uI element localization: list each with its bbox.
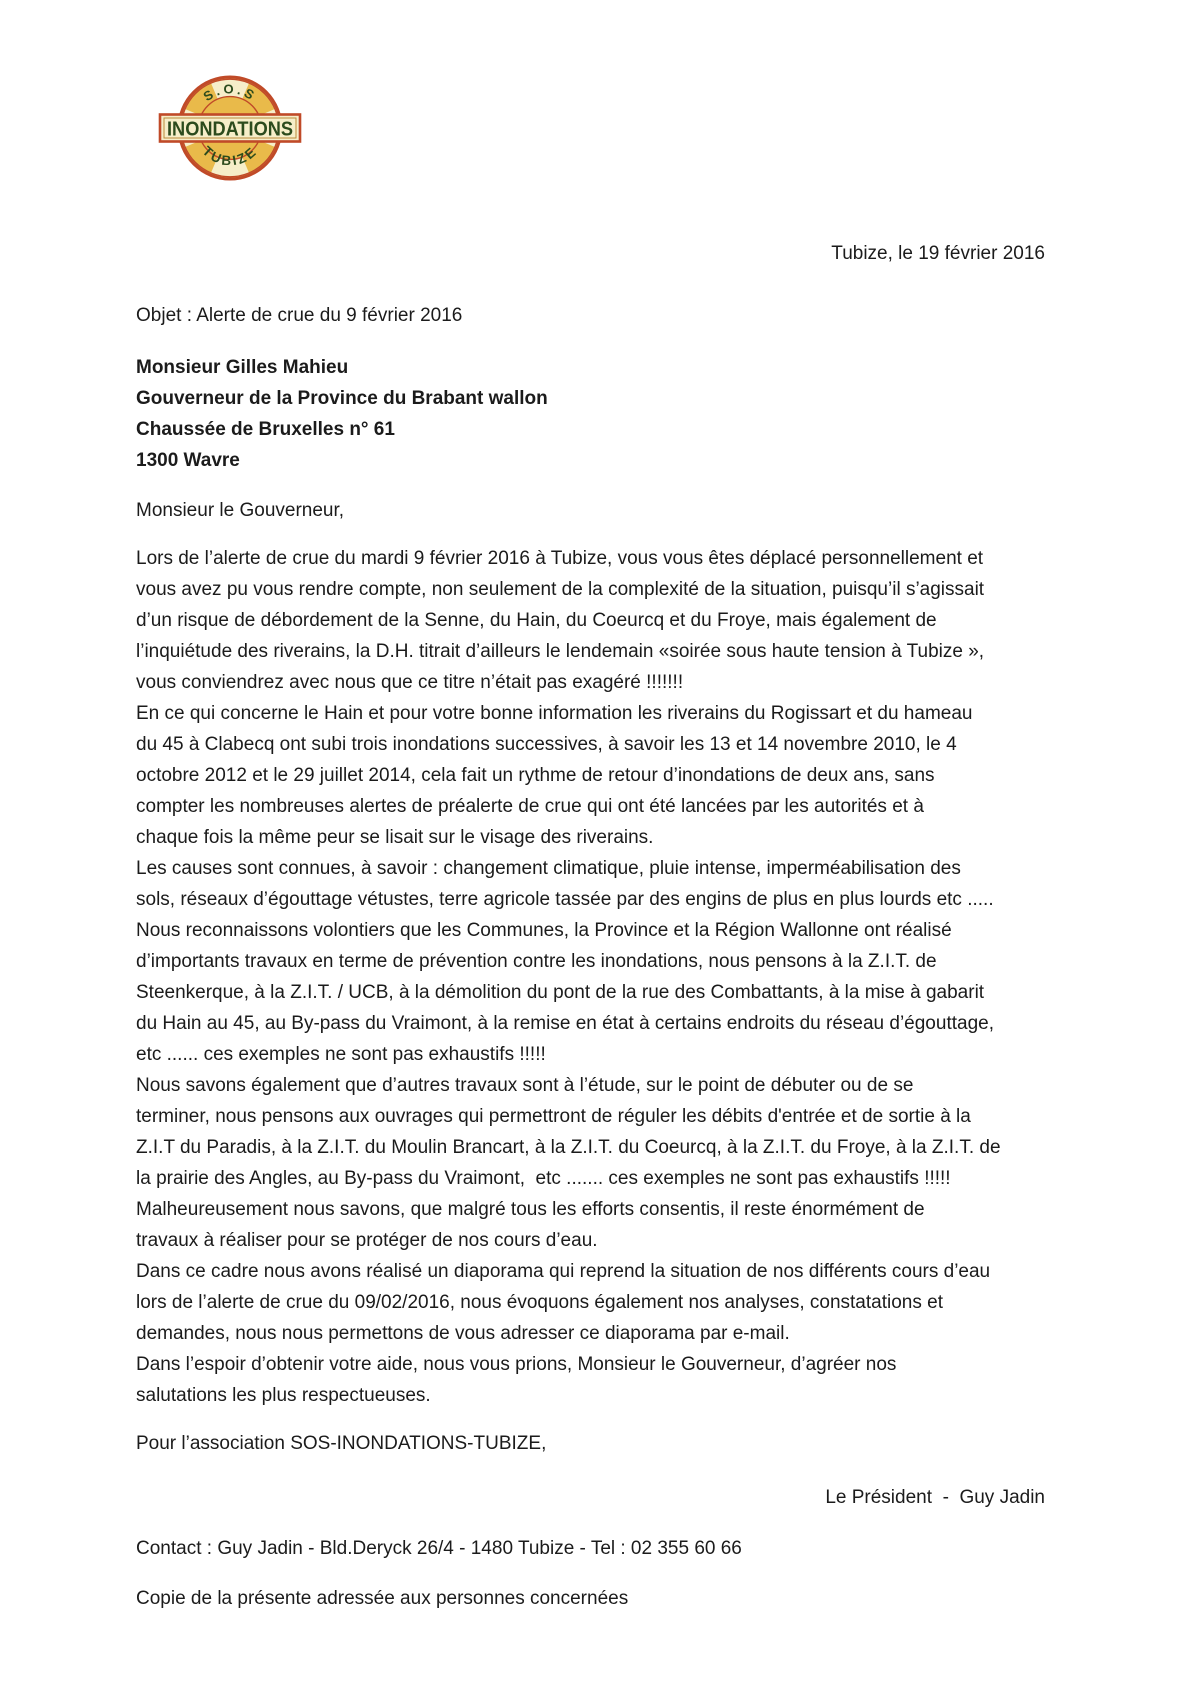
subject-line: Objet : Alerte de crue du 9 février 2016	[136, 305, 463, 326]
body-line: Dans l’espoir d’obtenir votre aide, nous vous prions, Monsieur le Gouverneur, d’agréer nos	[136, 1354, 897, 1375]
association-line: Pour l’association SOS-INONDATIONS-TUBIZE,	[136, 1433, 547, 1454]
recipient-line: Chaussée de Bruxelles n° 61	[136, 419, 395, 440]
body-line: Malheureusement nous savons, que malgré tous les efforts consentis, il reste énormément de	[136, 1199, 925, 1220]
date-line: Tubize, le 19 février 2016	[831, 243, 1045, 264]
body-line: demandes, nous nous permettons de vous adresser ce diaporama par e-mail.	[136, 1323, 790, 1344]
logo-sos-textpath: S.O.S	[200, 81, 260, 105]
body-line: sols, réseaux d’égouttage vétustes, terre agricole tassée par des engins de plus en plus lourds etc .....	[136, 889, 994, 910]
body-line: la prairie des Angles, au By-pass du Vraimont, etc ....... ces exemples ne sont pas exhaustifs !!!!!	[136, 1168, 951, 1189]
body-line: salutations les plus respectueuses.	[136, 1385, 431, 1406]
body-line: vous conviendrez avec nous que ce titre n’était pas exagéré !!!!!!!	[136, 672, 684, 693]
body-line: lors de l’alerte de crue du 09/02/2016, nous évoquons également nos analyses, constatations et	[136, 1292, 943, 1313]
body-line: compter les nombreuses alertes de préalerte de crue qui ont été lancées par les autorités et à	[136, 796, 924, 817]
spacer	[136, 1411, 1045, 1428]
recipient-line: Monsieur Gilles Mahieu	[136, 357, 349, 378]
signature-line: Le Président - Guy Jadin	[825, 1487, 1045, 1508]
spacer	[136, 526, 1045, 543]
recipient-block	[136, 352, 1045, 476]
letter-content	[136, 238, 1045, 1614]
footer-line: Copie de la présente adressée aux personnes concernées	[136, 1588, 629, 1609]
body-line: Nous savons également que d’autres travaux sont à l’étude, sur le point de débuter ou de se	[136, 1075, 914, 1096]
association-logo	[158, 74, 302, 184]
body-line: Nous reconnaissons volontiers que les Communes, la Province et la Région Wallonne ont réalisé	[136, 920, 952, 941]
body-line: d’importants travaux en terme de prévention contre les inondations, nous pensons à la Z.I.T. de	[136, 951, 937, 972]
body-line: etc ...... ces exemples ne sont pas exhaustifs !!!!!	[136, 1044, 546, 1065]
body-line: vous avez pu vous rendre compte, non seulement de la complexité de la situation, puisqu’il s’agissait	[136, 579, 985, 600]
spacer	[136, 1513, 1045, 1533]
body-line: Lors de l’alerte de crue du mardi 9 février 2016 à Tubize, vous vous êtes déplacé personnellement et	[136, 548, 984, 569]
recipient-line: 1300 Wavre	[136, 450, 240, 471]
logo-tubize-textpath: TUBIZE	[199, 143, 261, 169]
body-line: Dans ce cadre nous avons réalisé un diaporama qui reprend la situation de nos différents cours d’eau	[136, 1261, 991, 1282]
letter-body	[136, 543, 1045, 1411]
contact-line: Contact : Guy Jadin - Bld.Deryck 26/4 - 1480 Tubize - Tel : 02 355 60 66	[136, 1538, 742, 1559]
recipient-line: Gouverneur de la Province du Brabant wallon	[136, 388, 548, 409]
life-buoy-logo-icon	[158, 74, 302, 184]
body-line: d’un risque de débordement de la Senne, du Hain, du Coeurcq et du Froye, mais également de	[136, 610, 937, 631]
spacer	[136, 269, 1045, 300]
spacer	[136, 331, 1045, 352]
body-line: octobre 2012 et le 29 juillet 2014, cela fait un rythme de retour d’inondations de deux ans, sans	[136, 765, 935, 786]
body-line: Les causes sont connues, à savoir : changement climatique, pluie intense, imperméabilisation des	[136, 858, 961, 879]
spacer	[136, 476, 1045, 495]
spacer	[136, 1459, 1045, 1482]
body-line: terminer, nous pensons aux ouvrages qui permettront de réguler les débits d'entrée et de sortie à la	[136, 1106, 971, 1127]
body-line: du Hain au 45, au By-pass du Vraimont, à la remise en état à certains endroits du réseau d’égouttage,	[136, 1013, 994, 1034]
body-line: chaque fois la même peur se lisait sur le visage des riverains.	[136, 827, 654, 848]
body-line: l’inquiétude des riverains, la D.H. titrait d’ailleurs le lendemain «soirée sous haute tension à Tubize »,	[136, 641, 985, 662]
body-line: Z.I.T du Paradis, à la Z.I.T. du Moulin Brancart, à la Z.I.T. du Coeurcq, à la Z.I.T. du Froye, à la Z.I.T. de	[136, 1137, 1001, 1158]
body-line: En ce qui concerne le Hain et pour votre bonne information les riverains du Rogissart et du hameau	[136, 703, 973, 724]
salutation-line: Monsieur le Gouverneur,	[136, 500, 345, 521]
logo-inondations-text: INONDATIONS	[167, 118, 293, 141]
body-line: travaux à réaliser pour se protéger de nos cours d’eau.	[136, 1230, 598, 1251]
spacer	[136, 1564, 1045, 1583]
body-line: du 45 à Clabecq ont subi trois inondations successives, à savoir les 13 et 14 novembre 2010, le 4	[136, 734, 957, 755]
body-line: Steenkerque, à la Z.I.T. / UCB, à la démolition du pont de la rue des Combattants, à la mise à gabarit	[136, 982, 985, 1003]
